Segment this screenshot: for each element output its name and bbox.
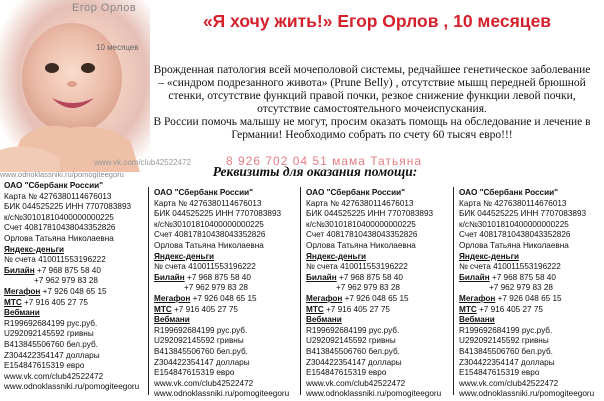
wm3-line: B413845506760 бел.руб. [459, 346, 553, 356]
column-divider [453, 187, 454, 395]
yandex-line: № счета 410011553196222 [4, 255, 106, 265]
mts-row [154, 305, 294, 316]
story-paragraph-1: Врожденная патология всей мочеполовой системы, редчайшее генетическое заболевание – «синдром подрезанного живота» (Prune Belly) , отсутствие мышц передней брюшной стенки, отсутствие функций правой почки, резкое снижение функции левой почки, отсутствие самостоятельного мочеиспускания. [153, 64, 591, 115]
account-line: Счет 40817810438043352826 [4, 223, 116, 233]
mts-label: МТС [459, 304, 477, 314]
wm2-line: U292092145592 гривны [4, 329, 94, 339]
megafon-number: +7 926 048 65 15 [342, 293, 409, 303]
mts-row [459, 305, 599, 316]
requisites-column-3 [306, 188, 446, 400]
photo-name-label: Егор Орлов [72, 2, 137, 14]
beeline-number: +7 968 875 58 40 [336, 272, 403, 282]
mts-label: МТС [306, 304, 324, 314]
account-line: Счет 40817810438043352826 [154, 230, 266, 240]
bik-line: БИК 044525225 ИНН 7707083893 [154, 209, 282, 219]
bank-line: ОАО "Сбербанк России" [154, 188, 254, 197]
vk-line[interactable]: www.vk.com/club42522472 [306, 378, 406, 388]
photo-age-label: 10 месяцев [96, 43, 139, 52]
mts-number: +7 916 405 27 75 [476, 304, 543, 314]
megafon-label: Мегафон [4, 286, 41, 296]
beeline-row [306, 273, 446, 284]
megafon-label: Мегафон [306, 293, 343, 303]
beeline-number: +7 968 875 58 40 [34, 265, 101, 275]
vk-line[interactable]: www.vk.com/club42522472 [459, 378, 559, 388]
beeline2-line: +7 962 979 83 28 [34, 276, 98, 286]
beeline-label: Билайн [154, 272, 185, 282]
owner-line: Орлова Татьяна Николаевна [459, 240, 569, 250]
ok-line[interactable]: www.odnoklassniki.ru/pomogiteegoru [154, 389, 290, 399]
contact-phone: 8 926 702 04 51 мама Татьяна [226, 154, 423, 168]
card-line: Карта № 4276380114676013 [4, 191, 112, 201]
megafon-label: Мегафон [459, 293, 496, 303]
card-line: Карта № 4276380114676013 [154, 198, 262, 208]
megafon-label: Мегафон [154, 293, 191, 303]
yandex-line: № счета 410011553196222 [459, 262, 561, 272]
ks-line: к/с№30101810400000000225 [4, 212, 114, 222]
owner-line: Орлова Татьяна Николаевна [154, 240, 264, 250]
yandex-line: № счета 410011553196222 [306, 262, 408, 272]
wm2-line: U292092145592 гривны [306, 336, 396, 346]
beeline-label: Билайн [4, 265, 35, 275]
card-line: Карта № 4276380114676013 [306, 198, 414, 208]
beeline-number: +7 968 875 58 40 [489, 272, 556, 282]
account-line: Счет 40817810438043352826 [306, 230, 418, 240]
owner-line: Орлова Татьяна Николаевна [4, 233, 114, 243]
mts-number: +7 916 405 27 75 [171, 304, 238, 314]
megafon-number: +7 926 048 65 15 [40, 286, 107, 296]
webmoney-title-line: Вебмани [459, 315, 495, 325]
account-line: Счет 40817810438043352826 [459, 230, 571, 240]
wm3-line: B413845506760 бел.руб. [4, 339, 98, 349]
beeline2-line: +7 962 979 83 28 [184, 283, 248, 293]
beeline2-line: +7 962 979 83 28 [336, 283, 400, 293]
bik-line: БИК 044525225 ИНН 7707083893 [4, 202, 132, 212]
wm5-line: E154847615319 евро [306, 368, 387, 378]
megafon-row [459, 294, 599, 305]
beeline2-line: +7 962 979 83 28 [489, 283, 553, 293]
story-text [152, 64, 592, 142]
mts-number: +7 916 405 27 75 [21, 297, 88, 307]
ok-line[interactable]: www.odnoklassniki.ru/pomogiteegoru [459, 389, 595, 399]
bank-line: ОАО "Сбербанк России" [459, 188, 559, 197]
requisites-column-4 [459, 188, 599, 400]
ks-line: к/с№30101810400000000225 [459, 219, 569, 229]
megafon-row [306, 294, 446, 305]
wm3-line: B413845506760 бел.руб. [154, 346, 248, 356]
baby-illustration [0, 0, 150, 172]
mts-row [306, 305, 446, 316]
ok-line[interactable]: www.odnoklassniki.ru/pomogiteegoru [306, 389, 442, 399]
wm3-line: B413845506760 бел.руб. [306, 346, 400, 356]
vk-line[interactable]: www.vk.com/club42522472 [154, 378, 254, 388]
vk-contact-link[interactable]: www.vk.com/club42522472 [94, 158, 191, 167]
requisites-column-1 [4, 181, 144, 393]
bank-line: ОАО "Сбербанк России" [4, 181, 104, 190]
ks-line: к/с№30101810400000000225 [154, 219, 264, 229]
requisites-title: Реквизиты для оказания помощи: [212, 164, 418, 179]
yandex-title-line: Яндекс-деньги [154, 251, 215, 261]
yandex-line: № счета 410011553196222 [154, 262, 256, 272]
wm2-line: U292092145592 гривны [154, 336, 244, 346]
bik-line: БИК 044525225 ИНН 7707083893 [459, 209, 587, 219]
beeline-row [4, 266, 144, 277]
baby-photo [0, 0, 150, 172]
webmoney-title-line: Вебмани [4, 308, 40, 318]
wm5-line: E154847615319 евро [4, 361, 85, 371]
ok-line[interactable]: www.odnoklassniki.ru/pomogiteegoru [4, 382, 140, 392]
beeline-row [459, 273, 599, 284]
owner-line: Орлова Татьяна Николаевна [306, 240, 416, 250]
vk-line[interactable]: www.vk.com/club42522472 [4, 371, 104, 381]
beeline-number: +7 968 875 58 40 [184, 272, 251, 282]
megafon-number: +7 926 048 65 15 [495, 293, 562, 303]
wm4-line: Z304422354147 доллары [154, 357, 250, 367]
beeline-row [154, 273, 294, 284]
wm1-line: R199692684199 рус.руб. [306, 325, 400, 335]
beeline-label: Билайн [459, 272, 490, 282]
story-paragraph-2: В России помочь малышу не могут, просим оказать помощь на обследование и лечение в Германии! Необходимо собрать по счету 60 тысяч евро!!! [153, 116, 591, 141]
mts-label: МТС [4, 297, 22, 307]
ks-line: к/с№30101810400000000225 [306, 219, 416, 229]
yandex-title-line: Яндекс-деньги [459, 251, 520, 261]
megafon-row [154, 294, 294, 305]
bank-line: ОАО "Сбербанк России" [306, 188, 406, 197]
card-line: Карта № 4276380114676013 [459, 198, 567, 208]
column-divider [148, 187, 149, 395]
page-title: «Я хочу жить!» Егор Орлов , 10 месяцев [202, 11, 552, 31]
mts-row [4, 298, 144, 309]
beeline-label: Билайн [306, 272, 337, 282]
wm1-line: R199692684199 рус.руб. [4, 318, 98, 328]
mts-label: МТС [154, 304, 172, 314]
megafon-row [4, 287, 144, 298]
wm4-line: Z304422354147 доллары [4, 350, 100, 360]
wm5-line: E154847615319 евро [459, 368, 540, 378]
column-divider [300, 187, 301, 395]
webmoney-title-line: Вебмани [306, 315, 342, 325]
mts-number: +7 916 405 27 75 [323, 304, 390, 314]
megafon-number: +7 926 048 65 15 [190, 293, 257, 303]
wm5-line: E154847615319 евро [154, 368, 235, 378]
requisites-column-2 [154, 188, 294, 400]
wm4-line: Z304422354147 доллары [306, 357, 402, 367]
wm1-line: R199692684199 рус.руб. [154, 325, 248, 335]
wm1-line: R199692684199 рус.руб. [459, 325, 553, 335]
webmoney-title-line: Вебмани [154, 315, 190, 325]
wm4-line: Z304422354147 доллары [459, 357, 555, 367]
ok-contact-link[interactable]: www.odnoklassniki.ru/pomogiteegoru [0, 170, 124, 179]
yandex-title-line: Яндекс-деньги [306, 251, 367, 261]
wm2-line: U292092145592 гривны [459, 336, 549, 346]
yandex-title-line: Яндекс-деньги [4, 244, 65, 254]
bik-line: БИК 044525225 ИНН 7707083893 [306, 209, 434, 219]
